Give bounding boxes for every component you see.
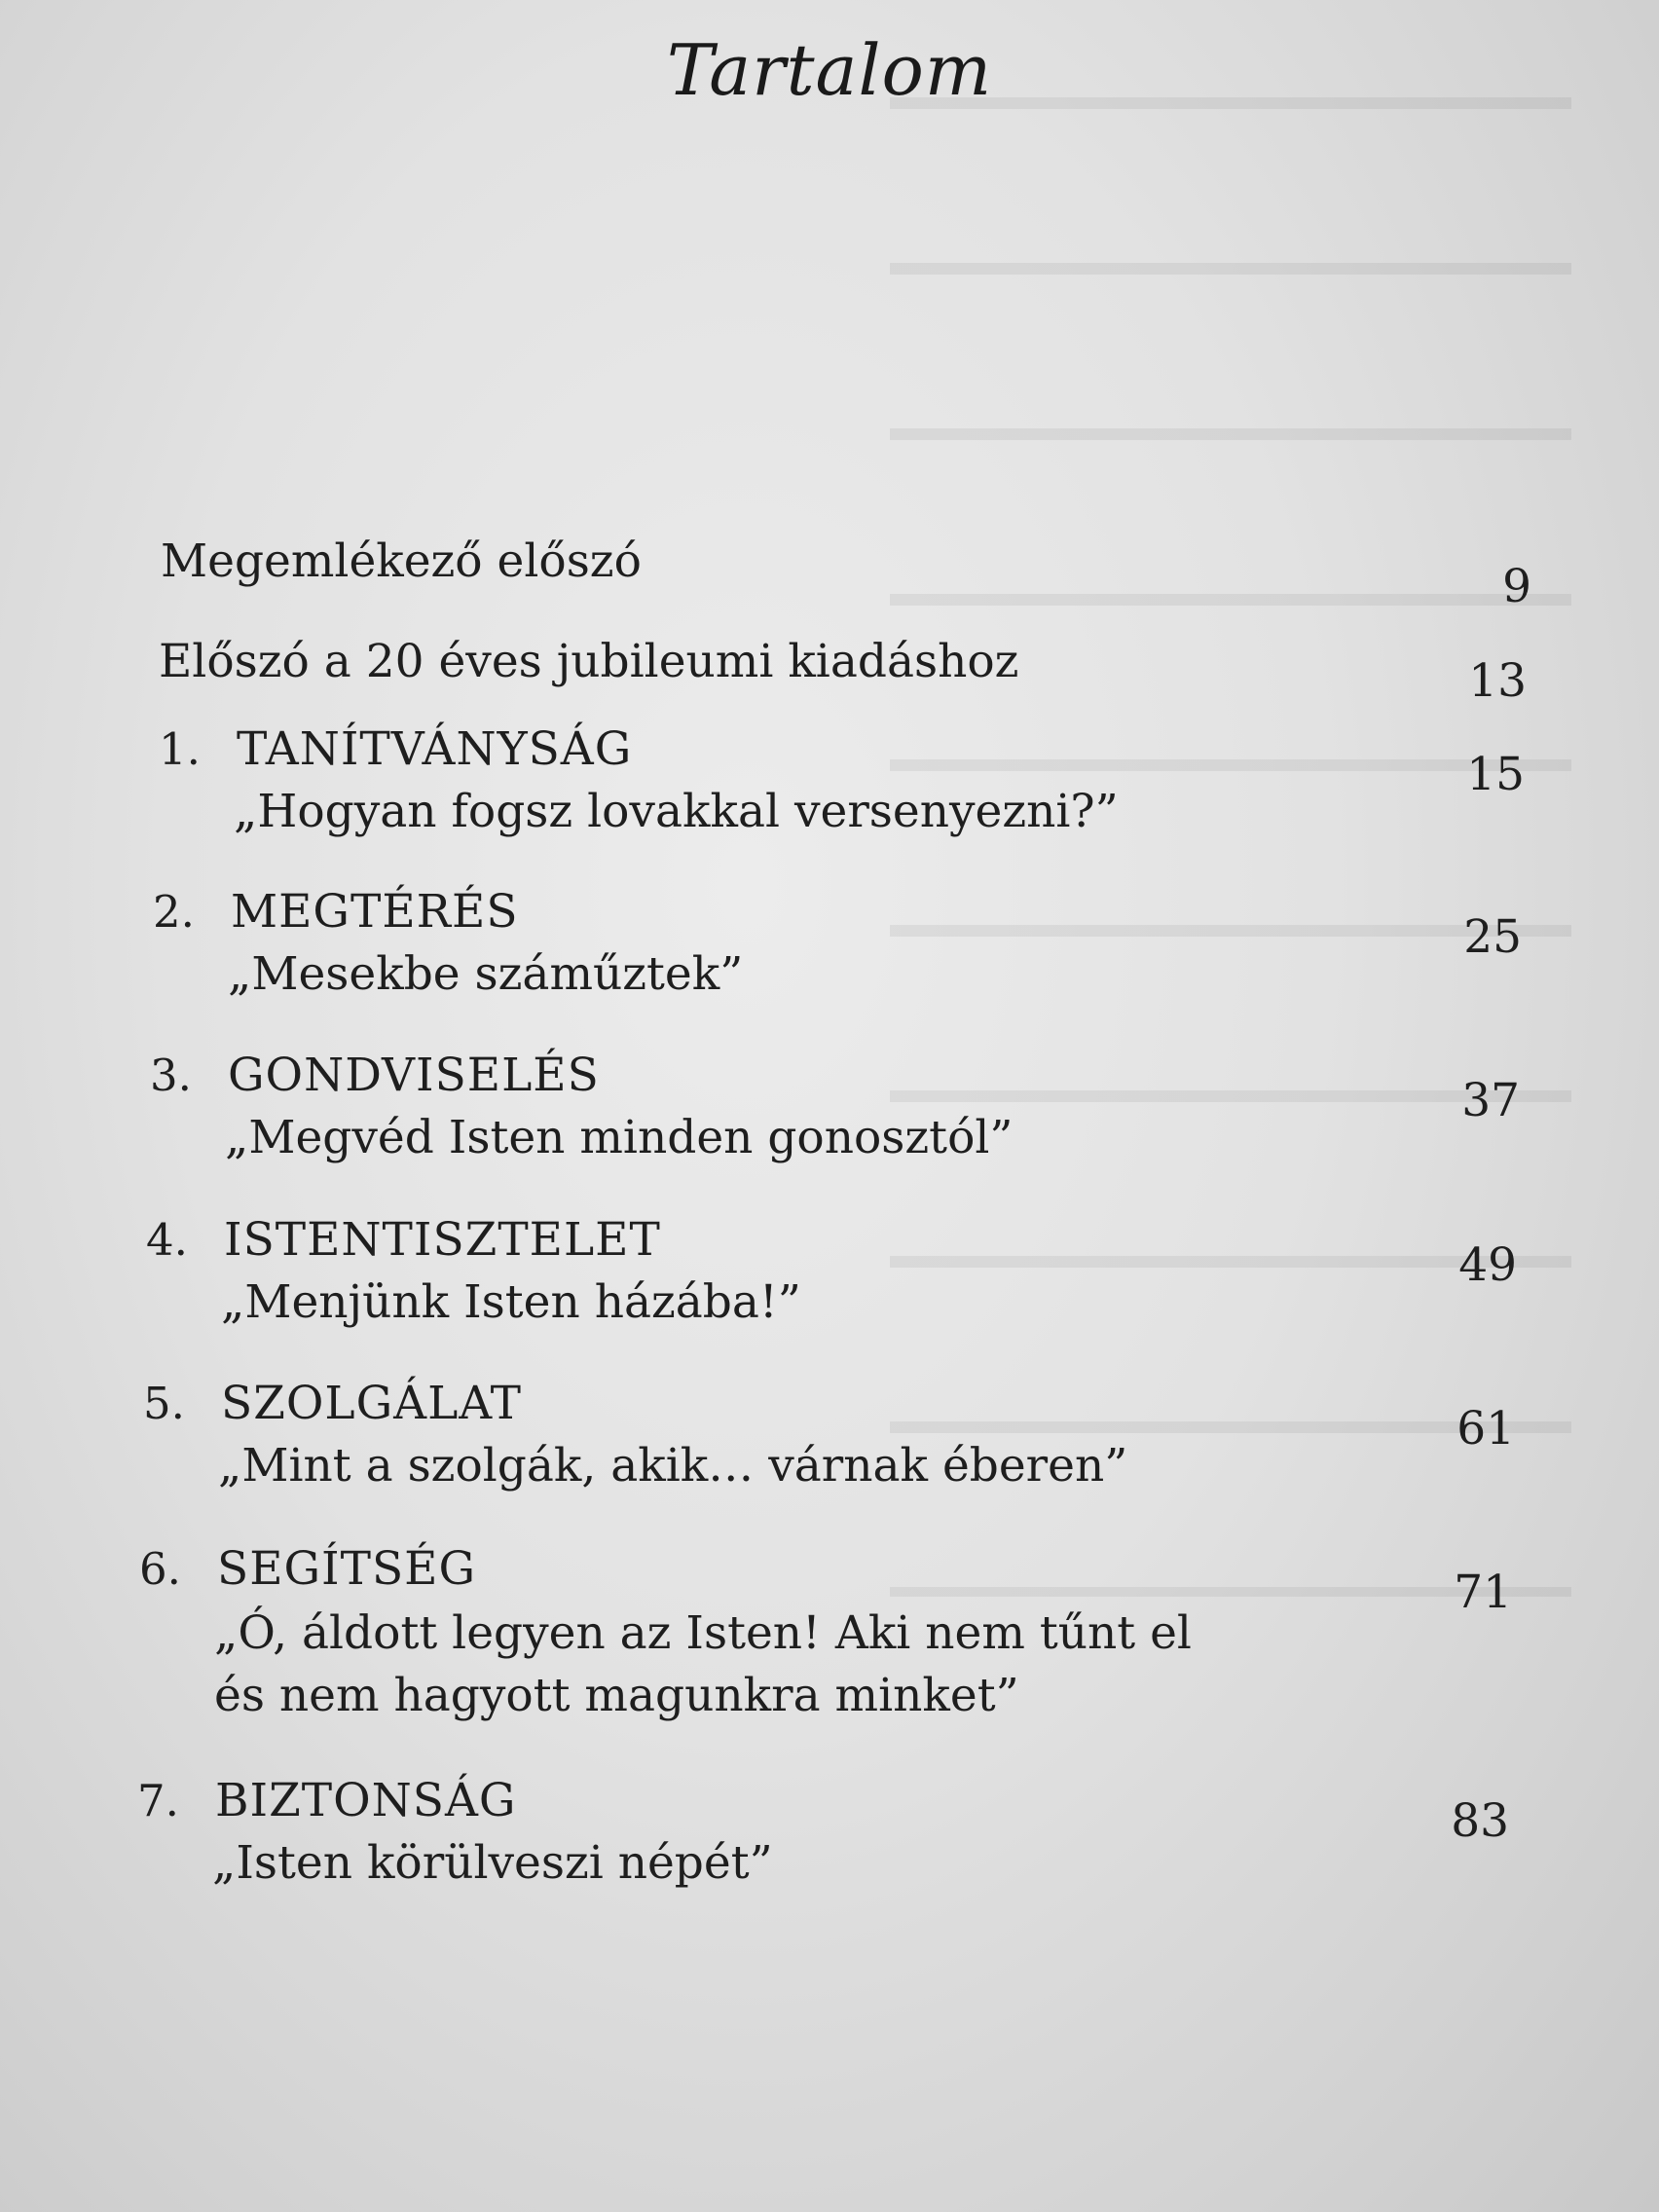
chapter-subtitle-line-2: és nem hagyott magunkra minket” — [214, 1669, 1019, 1722]
page-title: Tartalom — [666, 29, 993, 111]
chapter-number: 4. — [146, 1214, 188, 1266]
chapter-number: 7. — [137, 1775, 179, 1826]
chapter-subtitle: „Hogyan fogsz lovakkal versenyezni?” — [234, 785, 1119, 838]
toc-entry-page: 15 — [1466, 748, 1525, 801]
chapter-number: 5. — [143, 1378, 185, 1429]
toc-entry-page: 71 — [1454, 1566, 1512, 1619]
chapter-subtitle: „Mint a szolgák, akik… várnak éberen” — [218, 1439, 1128, 1493]
chapter-subtitle: „Isten körülveszi népét” — [212, 1836, 773, 1890]
chapter-number: 1. — [159, 723, 201, 775]
toc-entry-label: Előszó a 20 éves jubileumi kiadáshoz — [159, 635, 1019, 688]
chapter-heading: TANÍTVÁNYSÁG — [237, 722, 633, 776]
toc-entry-page: 49 — [1458, 1238, 1517, 1292]
chapter-heading: BIZTONSÁG — [215, 1774, 517, 1827]
chapter-subtitle: „Menjünk Isten házába!” — [221, 1275, 801, 1329]
chapter-heading: SEGÍTSÉG — [217, 1542, 477, 1596]
chapter-subtitle: „Ó, áldott legyen az Isten! Aki nem tűnt el — [214, 1606, 1192, 1660]
chapter-number: 3. — [150, 1050, 192, 1101]
toc-entry-label: Megemlékező előszó — [161, 535, 642, 588]
chapter-subtitle: „Megvéd Isten minden gonosztól” — [225, 1111, 1014, 1164]
chapter-subtitle: „Mesekbe száműztek” — [228, 947, 744, 1001]
chapter-heading: ISTENTISZTELET — [224, 1213, 661, 1267]
toc-entry-page: 25 — [1463, 910, 1522, 964]
chapter-heading: GONDVISELÉS — [228, 1049, 600, 1102]
toc-entry-page: 37 — [1461, 1074, 1520, 1127]
toc-entry-page: 9 — [1502, 560, 1531, 613]
chapter-number: 2. — [153, 886, 195, 938]
toc-entry-page: 83 — [1451, 1794, 1509, 1848]
chapter-heading: MEGTÉRÉS — [231, 885, 519, 939]
toc-entry-page: 61 — [1456, 1402, 1515, 1456]
toc-entry-page: 13 — [1468, 654, 1527, 708]
chapter-number: 6. — [139, 1543, 181, 1595]
chapter-heading: SZOLGÁLAT — [221, 1377, 523, 1430]
